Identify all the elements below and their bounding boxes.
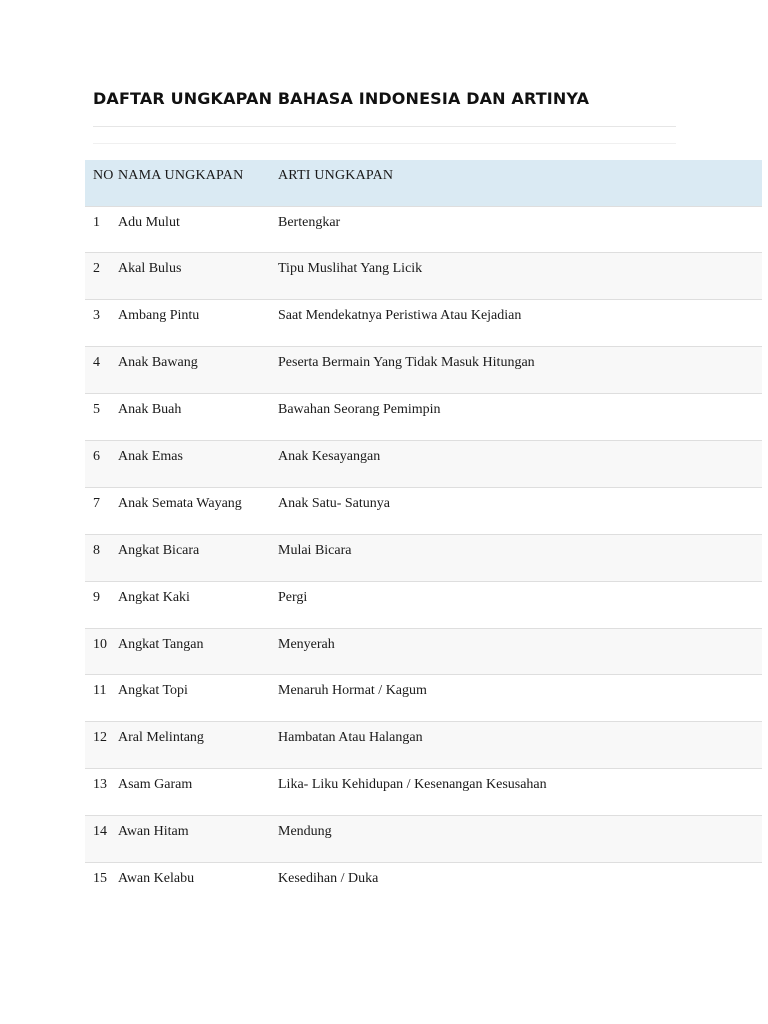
cell-nama: Anak Semata Wayang bbox=[118, 487, 278, 534]
cell-nama: Awan Kelabu bbox=[118, 862, 278, 909]
cell-arti: Lika- Liku Kehidupan / Kesenangan Kesusahan bbox=[278, 769, 762, 816]
table-row bbox=[85, 628, 762, 675]
table-row bbox=[85, 816, 762, 863]
cell-nama: Anak Emas bbox=[118, 440, 278, 487]
cell-arti: Tipu Muslihat Yang Licik bbox=[278, 253, 762, 300]
table-header-row bbox=[85, 160, 762, 206]
page-title: DAFTAR UNGKAPAN BAHASA INDONESIA DAN ARTINYA bbox=[93, 89, 590, 108]
table-row bbox=[85, 581, 762, 628]
table-row bbox=[85, 534, 762, 581]
cell-nama: Anak Buah bbox=[118, 394, 278, 441]
cell-no: 7 bbox=[85, 487, 118, 534]
cell-arti: Mulai Bicara bbox=[278, 534, 762, 581]
table-row bbox=[85, 722, 762, 769]
table-row bbox=[85, 300, 762, 347]
cell-arti: Bawahan Seorang Pemimpin bbox=[278, 394, 762, 441]
header-arti-ungkapan: ARTI UNGKAPAN bbox=[278, 160, 762, 206]
cell-arti: Peserta Bermain Yang Tidak Masuk Hitungan bbox=[278, 347, 762, 394]
cell-arti: Menyerah bbox=[278, 628, 762, 675]
cell-no: 12 bbox=[85, 722, 118, 769]
cell-no: 2 bbox=[85, 253, 118, 300]
ungkapan-table bbox=[85, 160, 762, 909]
table-row bbox=[85, 440, 762, 487]
cell-nama: Angkat Tangan bbox=[118, 628, 278, 675]
cell-no: 5 bbox=[85, 394, 118, 441]
cell-nama: Awan Hitam bbox=[118, 816, 278, 863]
cell-no: 1 bbox=[85, 206, 118, 253]
header-nama-ungkapan: NAMA UNGKAPAN bbox=[118, 160, 278, 206]
cell-arti: Hambatan Atau Halangan bbox=[278, 722, 762, 769]
cell-nama: Anak Bawang bbox=[118, 347, 278, 394]
cell-no: 9 bbox=[85, 581, 118, 628]
cell-arti: Anak Satu- Satunya bbox=[278, 487, 762, 534]
cell-no: 3 bbox=[85, 300, 118, 347]
table-row bbox=[85, 347, 762, 394]
cell-arti: Saat Mendekatnya Peristiwa Atau Kejadian bbox=[278, 300, 762, 347]
cell-nama: Angkat Bicara bbox=[118, 534, 278, 581]
title-divider bbox=[93, 126, 676, 127]
cell-arti: Anak Kesayangan bbox=[278, 440, 762, 487]
table-row bbox=[85, 394, 762, 441]
cell-no: 14 bbox=[85, 816, 118, 863]
table-row bbox=[85, 487, 762, 534]
cell-no: 8 bbox=[85, 534, 118, 581]
cell-arti: Menaruh Hormat / Kagum bbox=[278, 675, 762, 722]
cell-arti: Bertengkar bbox=[278, 206, 762, 253]
cell-nama: Aral Melintang bbox=[118, 722, 278, 769]
table-row bbox=[85, 206, 762, 253]
table-row bbox=[85, 253, 762, 300]
cell-no: 4 bbox=[85, 347, 118, 394]
cell-nama: Akal Bulus bbox=[118, 253, 278, 300]
cell-arti: Pergi bbox=[278, 581, 762, 628]
cell-nama: Angkat Topi bbox=[118, 675, 278, 722]
cell-no: 10 bbox=[85, 628, 118, 675]
table-row bbox=[85, 769, 762, 816]
cell-no: 11 bbox=[85, 675, 118, 722]
header-no: NO bbox=[85, 160, 118, 206]
cell-nama: Angkat Kaki bbox=[118, 581, 278, 628]
cell-no: 13 bbox=[85, 769, 118, 816]
cell-arti: Kesedihan / Duka bbox=[278, 862, 762, 909]
cell-no: 6 bbox=[85, 440, 118, 487]
cell-arti: Mendung bbox=[278, 816, 762, 863]
table-row bbox=[85, 675, 762, 722]
cell-nama: Adu Mulut bbox=[118, 206, 278, 253]
cell-nama: Asam Garam bbox=[118, 769, 278, 816]
cell-nama: Ambang Pintu bbox=[118, 300, 278, 347]
cell-no: 15 bbox=[85, 862, 118, 909]
title-divider-secondary bbox=[93, 143, 676, 144]
table-row bbox=[85, 862, 762, 909]
